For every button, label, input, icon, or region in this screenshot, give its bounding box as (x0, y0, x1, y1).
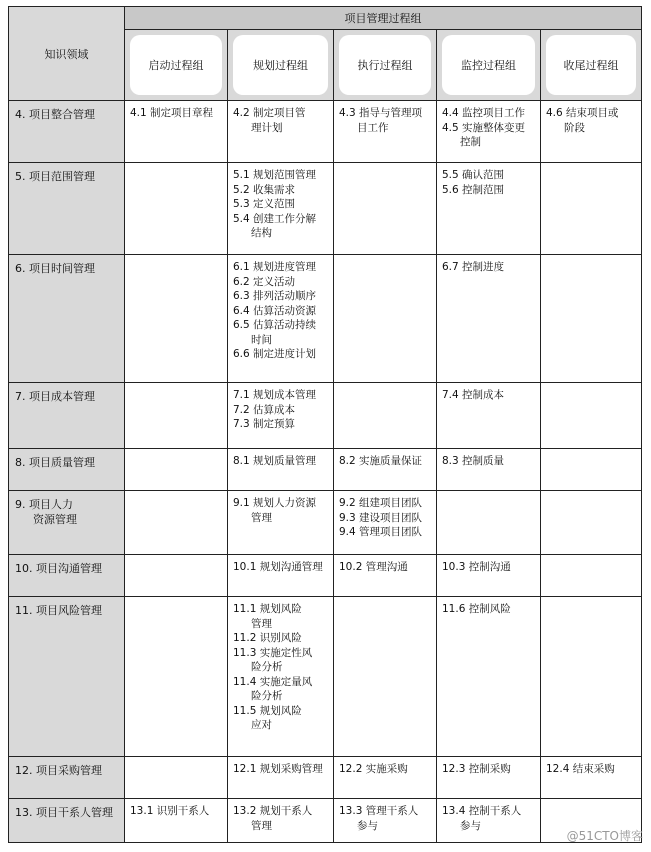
process-cell (541, 383, 642, 449)
process-line: 险分析 (251, 690, 283, 702)
process-line: 12.2 实施采购 (339, 763, 408, 775)
table-row (9, 491, 642, 555)
process-line: 6.5 估算活动持续 (233, 319, 317, 331)
process-cell (125, 491, 228, 555)
process-line: 4.3 指导与管理项 (339, 107, 423, 119)
process-cell (334, 799, 437, 843)
process-line: 管理 (251, 511, 272, 524)
process-line: 7.2 估算成本 (233, 403, 296, 416)
process-line: 8.1 规划质量管理 (233, 455, 317, 467)
process-group-label: 规划过程组 (233, 35, 328, 95)
process-cell (541, 757, 642, 799)
process-line: 13.3 管理干系人 (339, 805, 419, 817)
knowledge-area-cell: 5. 项目范围管理 (9, 163, 125, 255)
process-cell (228, 163, 334, 255)
process-line: 7.3 制定预算 (233, 418, 296, 430)
knowledge-area-cell: 8. 项目质量管理 (9, 449, 125, 491)
process-line: 管理 (251, 617, 272, 630)
table-row (9, 555, 642, 597)
process-line: 5.1 规划范围管理 (233, 169, 317, 181)
process-line: 9.2 组建项目团队 (339, 497, 423, 509)
process-line: 6.7 控制进度 (442, 261, 505, 273)
process-group-label: 启动过程组 (130, 35, 222, 95)
process-cell (437, 449, 541, 491)
knowledge-area-cell: 11. 项目风险管理 (9, 597, 125, 757)
process-group-header (437, 30, 541, 101)
process-group-label: 收尾过程组 (546, 35, 636, 95)
watermark: @51CTO博客 (566, 829, 643, 843)
process-cell (125, 757, 228, 799)
process-line: 5.2 收集需求 (233, 183, 296, 196)
table-row (9, 163, 642, 255)
process-cell (228, 757, 334, 799)
process-line: 9.3 建设项目团队 (339, 511, 423, 524)
process-cell (541, 555, 642, 597)
process-cell (125, 163, 228, 255)
process-cell (437, 799, 541, 843)
process-line: 9.1 规划人力资源 (233, 497, 317, 509)
process-line: 阶段 (564, 121, 585, 134)
process-group-header (541, 30, 642, 101)
knowledge-area-cell: 12. 项目采购管理 (9, 757, 125, 799)
process-line: 11.2 识别风险 (233, 632, 302, 644)
table-row (9, 799, 642, 843)
process-line: 时间 (251, 333, 272, 346)
process-cell (125, 255, 228, 383)
process-line: 8.3 控制质量 (442, 455, 505, 467)
process-cell (125, 101, 228, 163)
table-row (9, 449, 642, 491)
process-cell (334, 757, 437, 799)
process-cell (228, 255, 334, 383)
process-line: 13.1 识别干系人 (130, 805, 210, 817)
process-cell (437, 101, 541, 163)
knowledge-area-cell: 13. 项目干系人管理 (9, 799, 125, 843)
process-cell (541, 163, 642, 255)
process-cell (125, 799, 228, 843)
process-cell (334, 449, 437, 491)
process-group-header (125, 30, 228, 101)
process-cell (437, 757, 541, 799)
process-line: 9.4 管理项目团队 (339, 526, 423, 538)
process-cell (334, 163, 437, 255)
process-cell (228, 383, 334, 449)
process-cell (125, 555, 228, 597)
process-line: 5.6 控制范围 (442, 183, 505, 196)
process-line: 10.3 控制沟通 (442, 561, 511, 573)
process-line: 11.5 规划风险 (233, 704, 302, 717)
process-line: 结构 (251, 227, 272, 239)
knowledge-area-cell: 6. 项目时间管理 (9, 255, 125, 383)
process-line: 7.4 控制成本 (442, 389, 505, 401)
process-line: 4.4 监控项目工作 (442, 107, 526, 119)
process-line: 6.1 规划进度管理 (233, 261, 317, 273)
process-cell (125, 383, 228, 449)
process-line: 11.1 规划风险 (233, 603, 302, 615)
process-line: 6.4 估算活动资源 (233, 304, 317, 317)
table-row (9, 101, 642, 163)
process-line: 13.4 控制干系人 (442, 805, 522, 817)
process-line: 管理 (251, 819, 272, 832)
process-cell (437, 383, 541, 449)
process-line: 应对 (251, 719, 272, 731)
process-cell (228, 799, 334, 843)
process-group-header (334, 30, 437, 101)
process-cell (541, 255, 642, 383)
knowledge-area-cell: 7. 项目成本管理 (9, 383, 125, 449)
process-cell (334, 491, 437, 555)
process-line: 4.1 制定项目章程 (130, 107, 214, 119)
process-cell (437, 491, 541, 555)
process-line: 理计划 (251, 121, 283, 134)
process-line: 10.2 管理沟通 (339, 561, 408, 573)
process-cell (334, 255, 437, 383)
process-cell (334, 101, 437, 163)
process-cell (541, 491, 642, 555)
process-group-label: 执行过程组 (339, 35, 431, 95)
process-cell (228, 555, 334, 597)
process-line: 12.4 结束采购 (546, 763, 615, 775)
process-cell (334, 555, 437, 597)
table-row (9, 255, 642, 383)
process-cell (334, 597, 437, 757)
process-cell (541, 449, 642, 491)
process-line: 6.3 排列活动顺序 (233, 290, 317, 302)
table-row (9, 757, 642, 799)
process-line: 5.4 创建工作分解 (233, 212, 317, 225)
process-line: 控制 (460, 136, 481, 148)
process-line: 12.1 规划采购管理 (233, 763, 323, 775)
process-line: 6.6 制定进度计划 (233, 348, 317, 360)
process-line: 4.2 制定项目管 (233, 107, 306, 119)
process-cell (228, 101, 334, 163)
process-cell (228, 597, 334, 757)
process-cell (228, 449, 334, 491)
process-cell (541, 597, 642, 757)
process-line: 6.2 定义活动 (233, 275, 296, 288)
process-cell (541, 101, 642, 163)
process-line: 4.6 结束项目或 (546, 107, 619, 119)
process-cell (334, 383, 437, 449)
process-line: 目工作 (357, 121, 389, 134)
process-cell (437, 163, 541, 255)
table-row (9, 383, 642, 449)
process-line: 12.3 控制采购 (442, 763, 511, 775)
process-line: 11.4 实施定量风 (233, 675, 313, 688)
process-cell (125, 449, 228, 491)
process-line: 4.5 实施整体变更 (442, 121, 526, 134)
process-groups-title: 项目管理过程组 (125, 7, 642, 30)
process-line: 11.3 实施定性风 (233, 646, 313, 659)
knowledge-area-cell: 10. 项目沟通管理 (9, 555, 125, 597)
knowledge-area-line: 9. 项目人力 (15, 498, 73, 511)
process-cell (228, 491, 334, 555)
process-cell (437, 255, 541, 383)
process-cell (125, 597, 228, 757)
process-line: 13.2 规划干系人 (233, 805, 313, 817)
process-matrix-table (8, 6, 642, 843)
process-line: 10.1 规划沟通管理 (233, 561, 323, 573)
process-line: 7.1 规划成本管理 (233, 389, 317, 401)
process-line: 8.2 实施质量保证 (339, 455, 423, 467)
process-line: 11.6 控制风险 (442, 603, 511, 615)
process-cell (437, 555, 541, 597)
knowledge-area-cell: 4. 项目整合管理 (9, 101, 125, 163)
process-line: 参与 (357, 819, 378, 832)
knowledge-area-header: 知识领域 (9, 7, 125, 101)
process-line: 参与 (460, 819, 481, 832)
process-line: 5.5 确认范围 (442, 169, 505, 181)
process-cell (437, 597, 541, 757)
process-group-label: 监控过程组 (442, 35, 535, 95)
table-row (9, 597, 642, 757)
process-line: 险分析 (251, 661, 283, 673)
knowledge-area-cell (9, 491, 125, 555)
knowledge-area-line: 资源管理 (33, 513, 77, 526)
process-group-header (228, 30, 334, 101)
process-line: 5.3 定义范围 (233, 198, 296, 210)
